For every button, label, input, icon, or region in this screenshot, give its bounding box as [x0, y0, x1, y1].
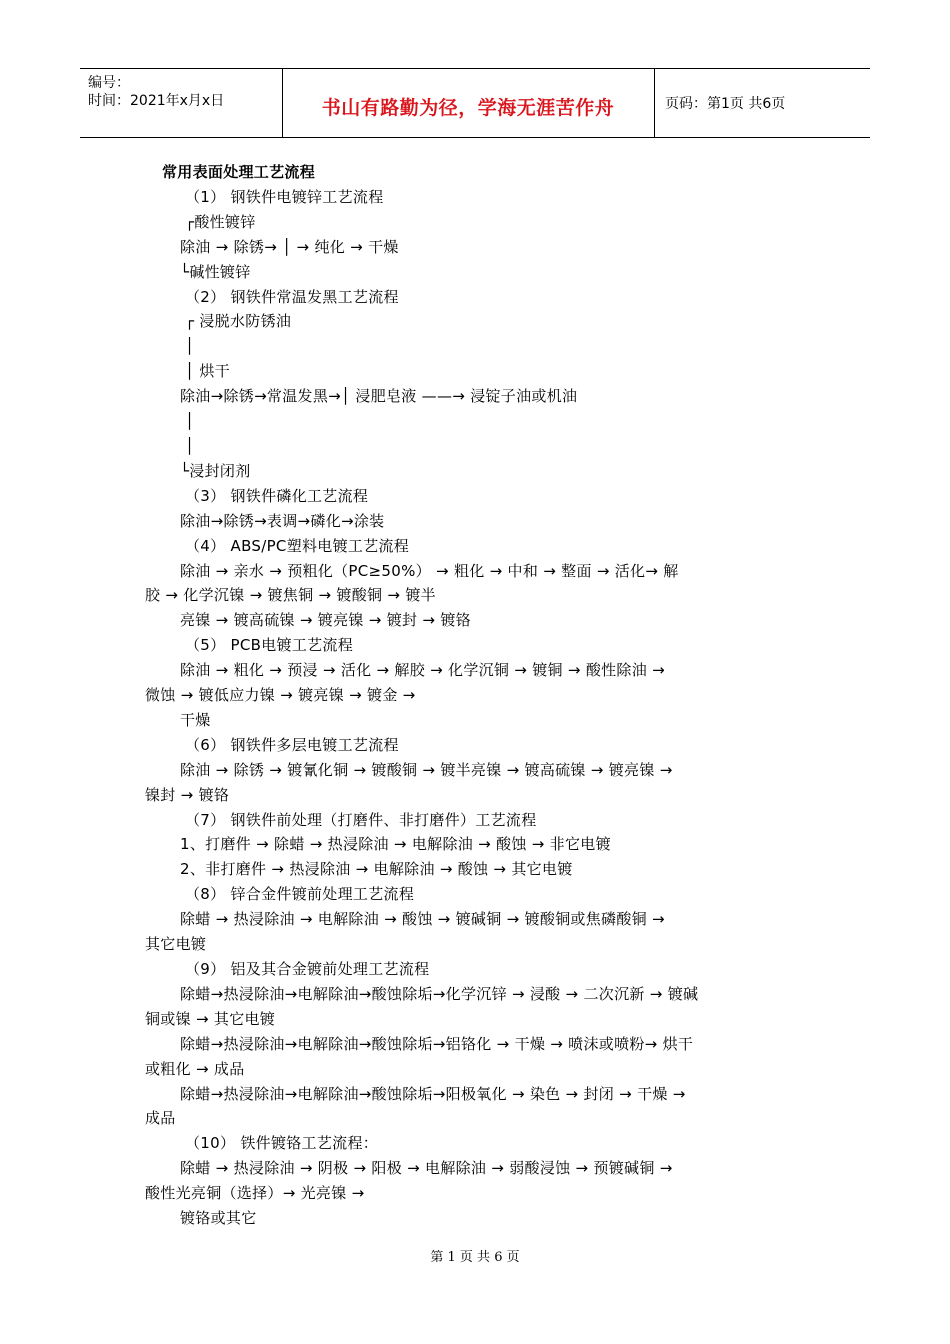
page-info: 页码：第1页 共6页 — [665, 96, 786, 112]
branch-top: ┌ 浸脱水防锈油 — [185, 312, 292, 331]
branch-connector: │ — [185, 412, 195, 431]
process-line: 除蜡→热浸除油→电解除油→酸蚀除垢→铝铬化 → 干燥 → 喷沫或喷粉→ 烘干 — [180, 1034, 694, 1053]
time-label: 时间：2021年x月x日 — [88, 93, 225, 109]
code-label: 编号： — [88, 75, 130, 91]
process-line: 2、非打磨件 → 热浸除油 → 电解除油 → 酸蚀 → 其它电镀 — [180, 860, 573, 879]
branch-middle: │ 烘干 — [185, 362, 230, 381]
process-line-continued: 镀铬或其它 — [180, 1209, 257, 1228]
process-line-continued: 亮镍 → 镀高硫镍 → 镀亮镍 → 镀封 → 镀铬 — [180, 611, 471, 630]
branch-bottom: └浸封闭剂 — [180, 461, 251, 480]
motto: 书山有路勤为径，学海无涯苦作舟 — [321, 97, 615, 119]
branch-connector: │ — [185, 337, 195, 356]
page-footer: 第 1 页 共 6 页 — [430, 1250, 520, 1265]
document-title: 常用表面处理工艺流程 — [162, 163, 316, 181]
process-line-continued: 其它电镀 — [145, 935, 207, 954]
section-heading-2: （2） 钢铁件常温发黑工艺流程 — [185, 287, 399, 306]
process-line-continued: 干燥 — [180, 710, 211, 729]
process-line: 除蜡 → 热浸除油 → 电解除油 → 酸蚀 → 镀碱铜 → 镀酸铜或焦磷酸铜 → — [180, 910, 665, 929]
process-line: 除油 → 除锈→ │ → 纯化 → 干燥 — [180, 237, 399, 256]
process-line: 1、打磨件 → 除蜡 → 热浸除油 → 电解除油 → 酸蚀 → 非它电镀 — [180, 835, 611, 854]
section-heading-5: （5） PCB电镀工艺流程 — [185, 636, 354, 655]
process-line: 除油 → 除锈 → 镀氰化铜 → 镀酸铜 → 镀半亮镍 → 镀高硫镍 → 镀亮镍 → — [180, 760, 673, 779]
process-line: 除油 → 粗化 → 预浸 → 活化 → 解胶 → 化学沉铜 → 镀铜 → 酸性除油 → — [180, 661, 665, 680]
process-line: 除蜡 → 热浸除油 → 阴极 → 阳极 → 电解除油 → 弱酸浸蚀 → 预镀碱铜 → — [180, 1159, 673, 1178]
process-line: 除蜡→热浸除油→电解除油→酸蚀除垢→阳极氧化 → 染色 → 封闭 → 干燥 → — [180, 1084, 686, 1103]
header-middle-cell — [282, 69, 655, 137]
section-heading-9: （9） 铝及其合金镀前处理工艺流程 — [185, 960, 430, 978]
header-right-cell — [655, 69, 870, 137]
branch-bottom: └碱性镀锌 — [180, 262, 251, 281]
section-heading-8: （8） 锌合金件镀前处理工艺流程 — [185, 885, 415, 904]
header-left-cell — [80, 69, 283, 137]
process-line-continued: 或粗化 → 成品 — [145, 1059, 245, 1078]
process-line: 除蜡→热浸除油→电解除油→酸蚀除垢→化学沉锌 → 浸酸 → 二次沉新 → 镀碱 — [180, 984, 699, 1003]
process-line: 除油→除锈→表调→磷化→涂装 — [180, 511, 385, 530]
document-body — [145, 160, 810, 1231]
document-header — [80, 68, 870, 138]
section-heading-10: （10） 铁件镀铬工艺流程： — [185, 1134, 379, 1153]
process-line-continued: 酸性光亮铜（选择）→ 光亮镍 → — [145, 1184, 365, 1203]
section-heading-7: （7） 钢铁件前处理（打磨件、非打磨件）工艺流程 — [185, 810, 537, 829]
process-line-continued: 微蚀 → 镀低应力镍 → 镀亮镍 → 镀金 → — [145, 686, 416, 705]
process-line: 除油 → 亲水 → 预粗化（PC≥50%） → 粗化 → 中和 → 整面 → 活化→ 解 — [180, 561, 679, 580]
branch-connector: │ — [185, 436, 195, 455]
process-line-continued: 胶 → 化学沉镍 → 镀焦铜 → 镀酸铜 → 镀半 — [145, 586, 436, 605]
process-line-continued: 铜或镍 → 其它电镀 — [145, 1009, 276, 1028]
process-line-continued: 镍封 → 镀铬 — [145, 785, 230, 804]
branch-top: ┌酸性镀锌 — [185, 212, 256, 231]
section-heading-1: （1） 钢铁件电镀锌工艺流程 — [185, 187, 384, 206]
section-heading-3: （3） 钢铁件磷化工艺流程 — [185, 486, 369, 505]
section-heading-6: （6） 钢铁件多层电镀工艺流程 — [185, 735, 399, 754]
section-heading-4: （4） ABS/PC塑料电镀工艺流程 — [185, 536, 410, 555]
process-line-continued: 成品 — [145, 1109, 176, 1128]
process-line: 除油→除锈→常温发黑→│ 浸肥皂液 ——→ 浸锭子油或机油 — [180, 387, 578, 406]
